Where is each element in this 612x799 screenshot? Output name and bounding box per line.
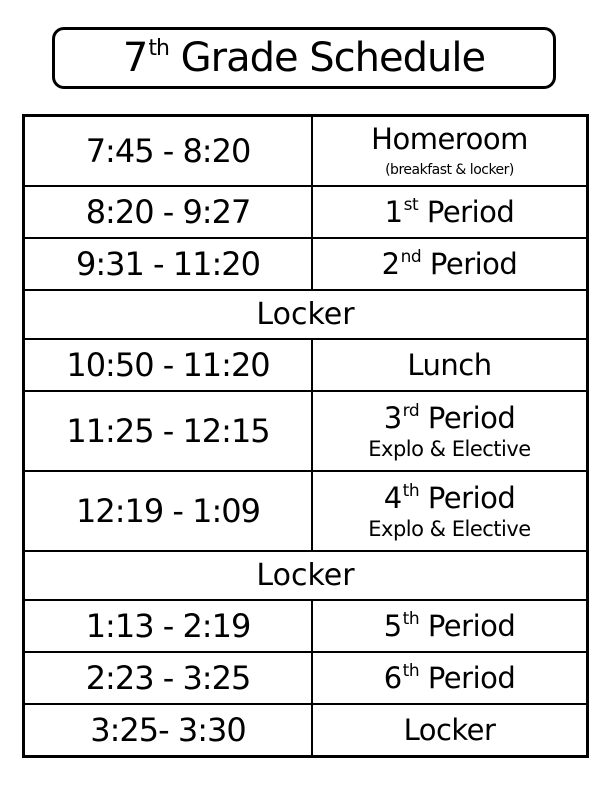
period-suffix: st [403,195,419,215]
time-cell: 11:25 - 12:15 [24,391,313,471]
schedule-row [24,186,588,238]
schedule-row [24,704,588,757]
schedule-row [24,652,588,704]
schedule-table [22,114,589,758]
break-cell: Locker [24,551,588,600]
event-label [384,609,516,643]
break-row [24,290,588,339]
time-cell: 8:20 - 9:27 [24,186,313,238]
time-cell: 12:19 - 1:09 [24,471,313,551]
title-number: 7 [122,35,148,81]
event-cell [312,652,588,704]
event-note: (breakfast & locker) [385,162,514,178]
schedule-row [24,600,588,652]
period-word: Period [427,609,516,643]
event-note: Explo & Elective [368,516,531,541]
period-number: 3 [383,400,402,435]
event-cell [312,471,588,551]
schedule-row [24,339,588,391]
event-label: Homeroom [371,122,528,156]
break-cell: Locker [24,290,588,339]
time-cell: 1:13 - 2:19 [24,600,313,652]
event-cell [312,704,588,757]
event-cell [312,600,588,652]
event-label: Locker [403,712,496,747]
title-superscript: th [148,36,169,61]
period-suffix: th [402,480,420,501]
break-row [24,551,588,600]
title-text: Grade Schedule [180,35,486,81]
period-number: 2 [381,247,400,281]
event-label [384,481,516,515]
event-cell [312,339,588,391]
time-cell: 10:50 - 11:20 [24,339,313,391]
period-word: Period [426,195,515,229]
event-label [384,401,516,435]
period-suffix: nd [400,247,422,267]
event-label [382,247,518,281]
event-label: Lunch [407,347,492,382]
event-cell [312,186,588,238]
schedule-row [24,238,588,290]
period-number: 6 [383,661,402,695]
schedule-row [24,116,588,187]
period-number: 5 [383,609,402,643]
schedule-row [24,391,588,471]
time-cell: 9:31 - 11:20 [24,238,313,290]
time-cell: 3:25- 3:30 [24,704,313,757]
time-cell: 2:23 - 3:25 [24,652,313,704]
period-suffix: th [402,661,420,681]
event-cell [312,238,588,290]
period-word: Period [427,400,516,435]
event-note: Explo & Elective [368,436,531,461]
period-number: 1 [384,195,403,229]
time-cell: 7:45 - 8:20 [24,116,313,187]
period-word: Period [427,480,516,515]
event-label [385,195,515,229]
period-suffix: rd [402,400,420,421]
event-cell [312,116,588,187]
schedule-row [24,471,588,551]
period-number: 4 [383,480,402,515]
event-label [384,661,516,695]
period-suffix: th [402,609,420,629]
period-word: Period [429,247,518,281]
title-box [52,27,556,89]
page-title [123,35,485,81]
period-word: Period [427,661,516,695]
event-cell [312,391,588,471]
